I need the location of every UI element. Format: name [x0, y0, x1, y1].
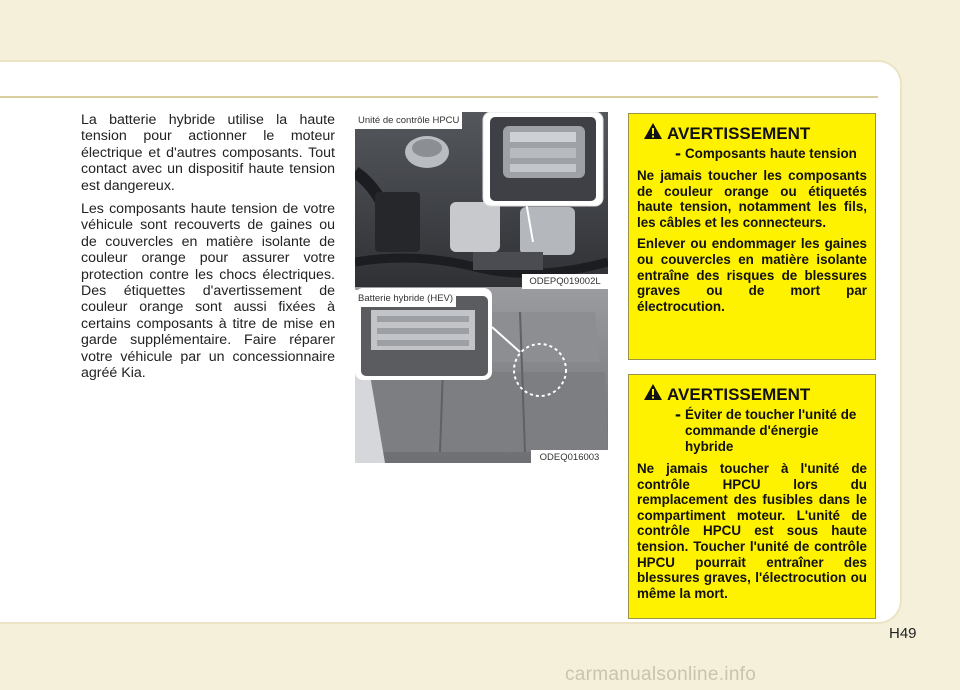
warning-subtitle-row: - Composants haute tension	[675, 143, 857, 163]
warning-paragraph-2: Enlever ou endommager les gaines ou couvercles en matière isolante entraîne des risques de blessures graves ou de mort par électrocution.	[637, 236, 867, 314]
warning-paragraph-1: Ne jamais toucher à l'unité de contrôle HPCU lors du remplacement des fusibles dans le compartiment moteur. L'unité de contrôle HPCU est sous haute tension. Toucher l'unité de contrôle HPCU pourrait entraîner des blessures graves, l'électrocution ou même la mort.	[637, 461, 867, 601]
warning-paragraph-1: Ne jamais toucher les composants de couleur orange ou étiquetés haute tension, notamment les fils, les câbles et les connecteurs.	[637, 168, 867, 230]
body-paragraph-2: Les composants haute tension de votre véhicule sont recouverts de gaines ou de couvercles en matière isolante de couleur orange pour assurer votre protection contre les chocs électriques. Des étiquettes d'avertissement de couleur orange sont aussi fixées à certains composants à titre de mise en garde supplémentaire. Faire réparer votre véhicule par un concessionnaire agréé Kia.	[81, 201, 335, 382]
image-code-main: ODEQ016003	[531, 450, 608, 463]
warning-box-1	[628, 113, 876, 360]
warning-subtitle: Composants haute tension	[685, 146, 857, 161]
header-rule	[0, 96, 878, 98]
warning-title: AVERTISSEMENT	[667, 123, 811, 143]
label-battery: Batterie hybride (HEV)	[355, 290, 456, 307]
label-hpcu: Unité de contrôle HPCU	[355, 112, 462, 129]
warning-box-2	[628, 374, 876, 619]
watermark: carmanualsonline.info	[565, 664, 757, 685]
warning-subtitle: Éviter de toucher l'unité de commande d'énergie hybride	[685, 407, 857, 454]
body-text	[81, 112, 335, 389]
warning-title: AVERTISSEMENT	[667, 384, 811, 404]
page-number: H49	[889, 625, 917, 642]
image-code-hpcu: ODEPQ019002L	[522, 274, 608, 289]
body-paragraph-1: La batterie hybride utilise la haute tension pour actionner le moteur électrique et d'autres composants. Tout contact avec un dispositif haute tension est dangereux.	[81, 112, 335, 194]
engine-photo	[355, 112, 608, 463]
warning-triangle-icon	[643, 383, 667, 406]
warning-subtitle-row: - Éviter de toucher l'unité de commande d'énergie hybride	[675, 407, 867, 455]
warning-triangle-icon	[643, 122, 667, 145]
